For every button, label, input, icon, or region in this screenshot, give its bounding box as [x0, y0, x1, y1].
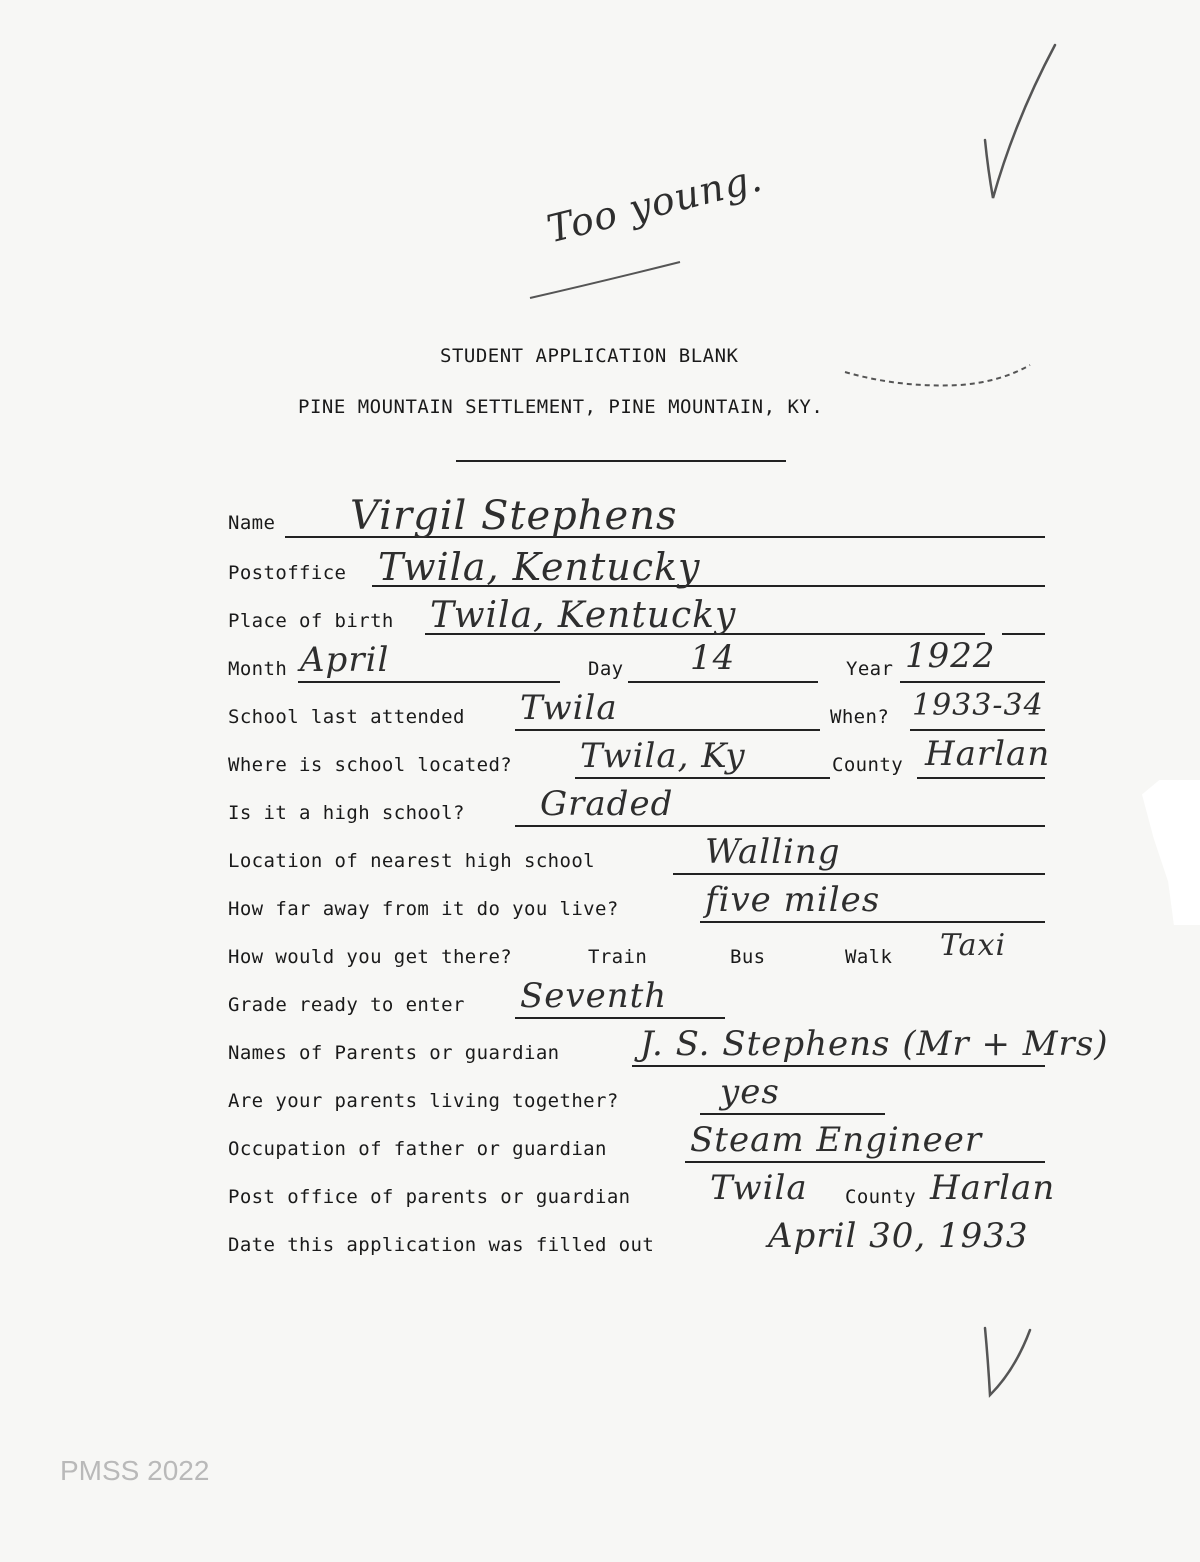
- together-value: yes: [720, 1072, 780, 1112]
- postoffice-label: Postoffice: [228, 562, 347, 584]
- date-label: Date this application was filled out: [228, 1234, 655, 1256]
- school-location-value: Twila, Ky: [580, 736, 746, 776]
- checkmark-top: [985, 45, 1055, 198]
- month-value: April: [300, 640, 390, 680]
- transport-bus: Bus: [730, 946, 766, 968]
- parent-po-value: Twila: [710, 1168, 808, 1208]
- transport-walk: Walk: [845, 946, 893, 968]
- school-location-label: Where is school located?: [228, 754, 513, 776]
- day-label: Day: [588, 658, 624, 680]
- transport-label: How would you get there?: [228, 946, 513, 968]
- parent-county-value: Harlan: [930, 1168, 1056, 1208]
- parent-po-label: Post office of parents or guardian: [228, 1186, 631, 1208]
- month-label: Month: [228, 658, 288, 680]
- high-school-label: Is it a high school?: [228, 802, 465, 824]
- parent-county-label: County: [845, 1186, 917, 1208]
- underline-stroke: [530, 262, 680, 298]
- checkmark-bottom: [985, 1328, 1030, 1395]
- date-value: April 30, 1933: [768, 1216, 1029, 1256]
- birthplace-value: Twila, Kentucky: [430, 595, 737, 636]
- distance-label: How far away from it do you live?: [228, 898, 619, 920]
- school-value: Twila: [520, 688, 618, 728]
- distance-value: five miles: [705, 880, 881, 920]
- day-value: 14: [690, 638, 736, 678]
- together-label: Are your parents living together?: [228, 1090, 619, 1112]
- high-school-value: Graded: [540, 784, 674, 824]
- nearest-hs-value: Walling: [705, 832, 841, 872]
- county-label: County: [832, 754, 904, 776]
- name-label: Name: [228, 512, 276, 534]
- watermark: PMSS 2022: [60, 1455, 210, 1486]
- postoffice-value: Twila, Kentucky: [378, 545, 701, 589]
- occupation-label: Occupation of father or guardian: [228, 1138, 607, 1160]
- occupation-value: Steam Engineer: [690, 1120, 983, 1160]
- dashed-arc: [845, 365, 1030, 385]
- year-value: 1922: [905, 636, 996, 676]
- form-title: STUDENT APPLICATION BLANK: [440, 345, 739, 367]
- parents-label: Names of Parents or guardian: [228, 1042, 560, 1064]
- annotation-too-young: Too young.: [542, 155, 767, 252]
- form-subtitle: PINE MOUNTAIN SETTLEMENT, PINE MOUNTAIN, KY.: [298, 396, 824, 418]
- school-label: School last attended: [228, 706, 465, 728]
- transport-train: Train: [588, 946, 648, 968]
- when-value: 1933-34: [912, 688, 1044, 723]
- birthplace-label: Place of birth: [228, 610, 394, 632]
- nearest-hs-label: Location of nearest high school: [228, 850, 596, 872]
- when-label: When?: [830, 706, 890, 728]
- name-value: Virgil Stephens: [350, 493, 678, 539]
- parents-value: J. S. Stephens (Mr + Mrs): [640, 1024, 1109, 1064]
- county-value: Harlan: [925, 734, 1051, 774]
- grade-label: Grade ready to enter: [228, 994, 465, 1016]
- grade-value: Seventh: [520, 976, 668, 1016]
- transport-value: Taxi: [940, 928, 1007, 963]
- year-label: Year: [846, 658, 894, 680]
